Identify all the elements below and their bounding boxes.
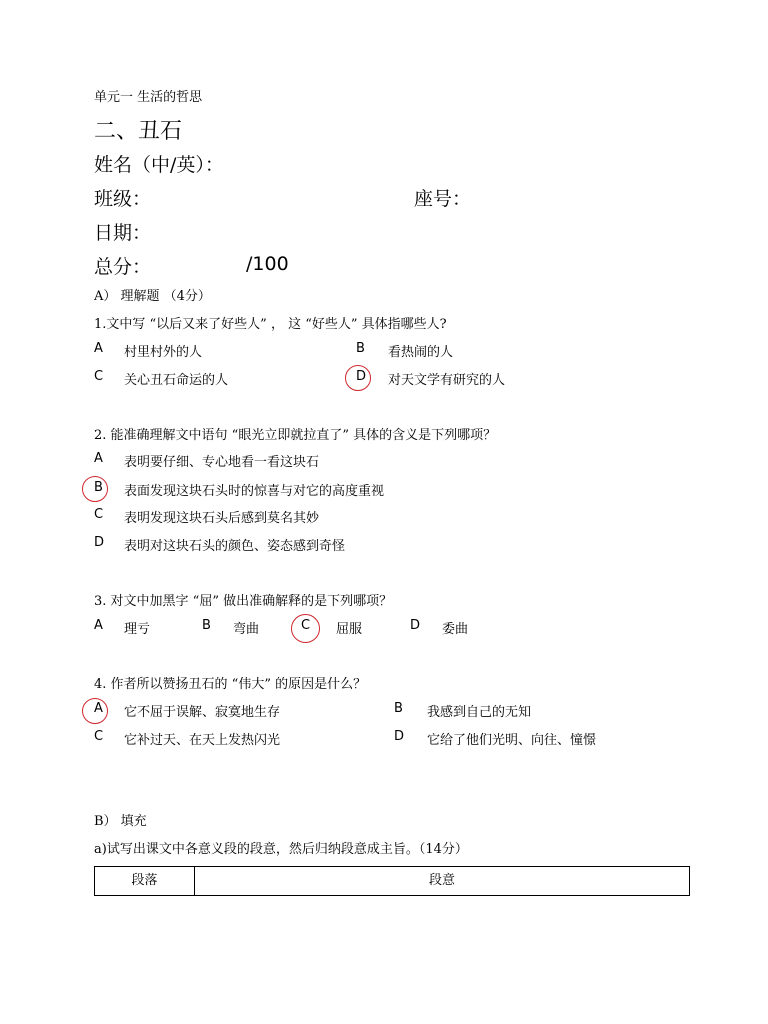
q3-option-b-letter: B (202, 618, 211, 633)
q1-option-d-text: 对天文学有研究的人 (388, 373, 506, 388)
q3-option-b-text: 弯曲 (233, 622, 260, 637)
q3-option-c-letter: C (301, 618, 311, 633)
question-2-text: 2. 能准确理解文中语句 “眼光立即就拉直了” 具体的含义是下列哪项？ (94, 428, 497, 443)
q1-option-b-text: 看热闹的人 (388, 345, 454, 360)
question-3-text: 3. 对文中加黑字 “屈” 做出准确解释的是下列哪项？ (94, 594, 393, 609)
answer-circle-q2 (82, 476, 108, 502)
table-header-row (95, 867, 690, 896)
q1-option-c-text: 关心丑石命运的人 (124, 373, 229, 388)
q1-option-a-text: 村里村外的人 (124, 345, 203, 360)
answer-circle-q1 (345, 365, 371, 391)
name-field-label: 姓名（中/英）： (94, 154, 224, 176)
q2-option-a-text: 表明要仔细、专心地看一看这块石 (124, 455, 320, 470)
date-field-label: 日期： (94, 222, 152, 244)
q3-option-a-letter: A (94, 618, 103, 633)
paragraph-table (94, 866, 690, 896)
seat-field-label: 座号： (414, 188, 472, 210)
q4-option-a-text: 它不屈于误解、寂寞地生存 (124, 705, 281, 720)
total-score-value: /100 (246, 253, 289, 275)
q1-option-a-letter: A (94, 341, 103, 356)
q1-option-c-letter: C (94, 369, 104, 384)
lesson-title: 二、丑石 (94, 119, 183, 144)
q3-option-d-letter: D (410, 618, 421, 633)
q3-option-c-text: 屈服 (336, 622, 363, 637)
q4-option-c-text: 它补过天、在天上发热闪光 (124, 733, 281, 748)
q2-option-b-letter: B (94, 480, 103, 495)
class-field-label: 班级： (94, 188, 152, 210)
q1-option-d-letter: D (356, 369, 367, 384)
table-header-meaning: 段意 (195, 867, 690, 896)
q2-option-a-letter: A (94, 451, 103, 466)
q3-option-a-text: 理亏 (124, 622, 151, 637)
table-header-paragraph: 段落 (95, 867, 195, 896)
q2-option-d-text: 表明对这块石头的颜色、姿态感到奇怪 (124, 539, 346, 554)
q4-option-b-text: 我感到自己的无知 (427, 705, 532, 720)
section-a-heading: A） 理解题 （4分） (94, 289, 211, 304)
q4-option-b-letter: B (394, 701, 403, 716)
q4-option-c-letter: C (94, 729, 104, 744)
q2-option-c-letter: C (94, 507, 104, 522)
q3-option-d-text: 委曲 (442, 622, 469, 637)
q4-option-d-text: 它给了他们光明、向往、憧憬 (427, 733, 597, 748)
unit-label: 单元一 生活的哲思 (94, 90, 203, 105)
q4-option-d-letter: D (394, 729, 405, 744)
answer-circle-q3 (291, 614, 320, 643)
q4-option-a-letter: A (94, 701, 103, 716)
q2-option-d-letter: D (94, 535, 105, 550)
q2-option-c-text: 表明发现这块石头后感到莫名其妙 (124, 511, 320, 526)
question-4-text: 4. 作者所以赞扬丑石的 “伟大” 的原因是什么？ (94, 677, 367, 692)
total-score-label: 总分： (94, 256, 152, 278)
section-b-instruction: a)试写出课文中各意义段的段意，然后归纳段意成主旨。（14分） (94, 842, 468, 857)
q1-option-b-letter: B (356, 341, 365, 356)
q2-option-b-text: 表面发现这块石头时的惊喜与对它的高度重视 (124, 484, 385, 499)
question-1-text: 1.文中写 “以后又来了好些人” ， 这 “好些人” 具体指哪些人? (94, 317, 447, 332)
answer-circle-q4 (82, 698, 108, 724)
section-b-heading: B） 填充 (94, 814, 147, 829)
